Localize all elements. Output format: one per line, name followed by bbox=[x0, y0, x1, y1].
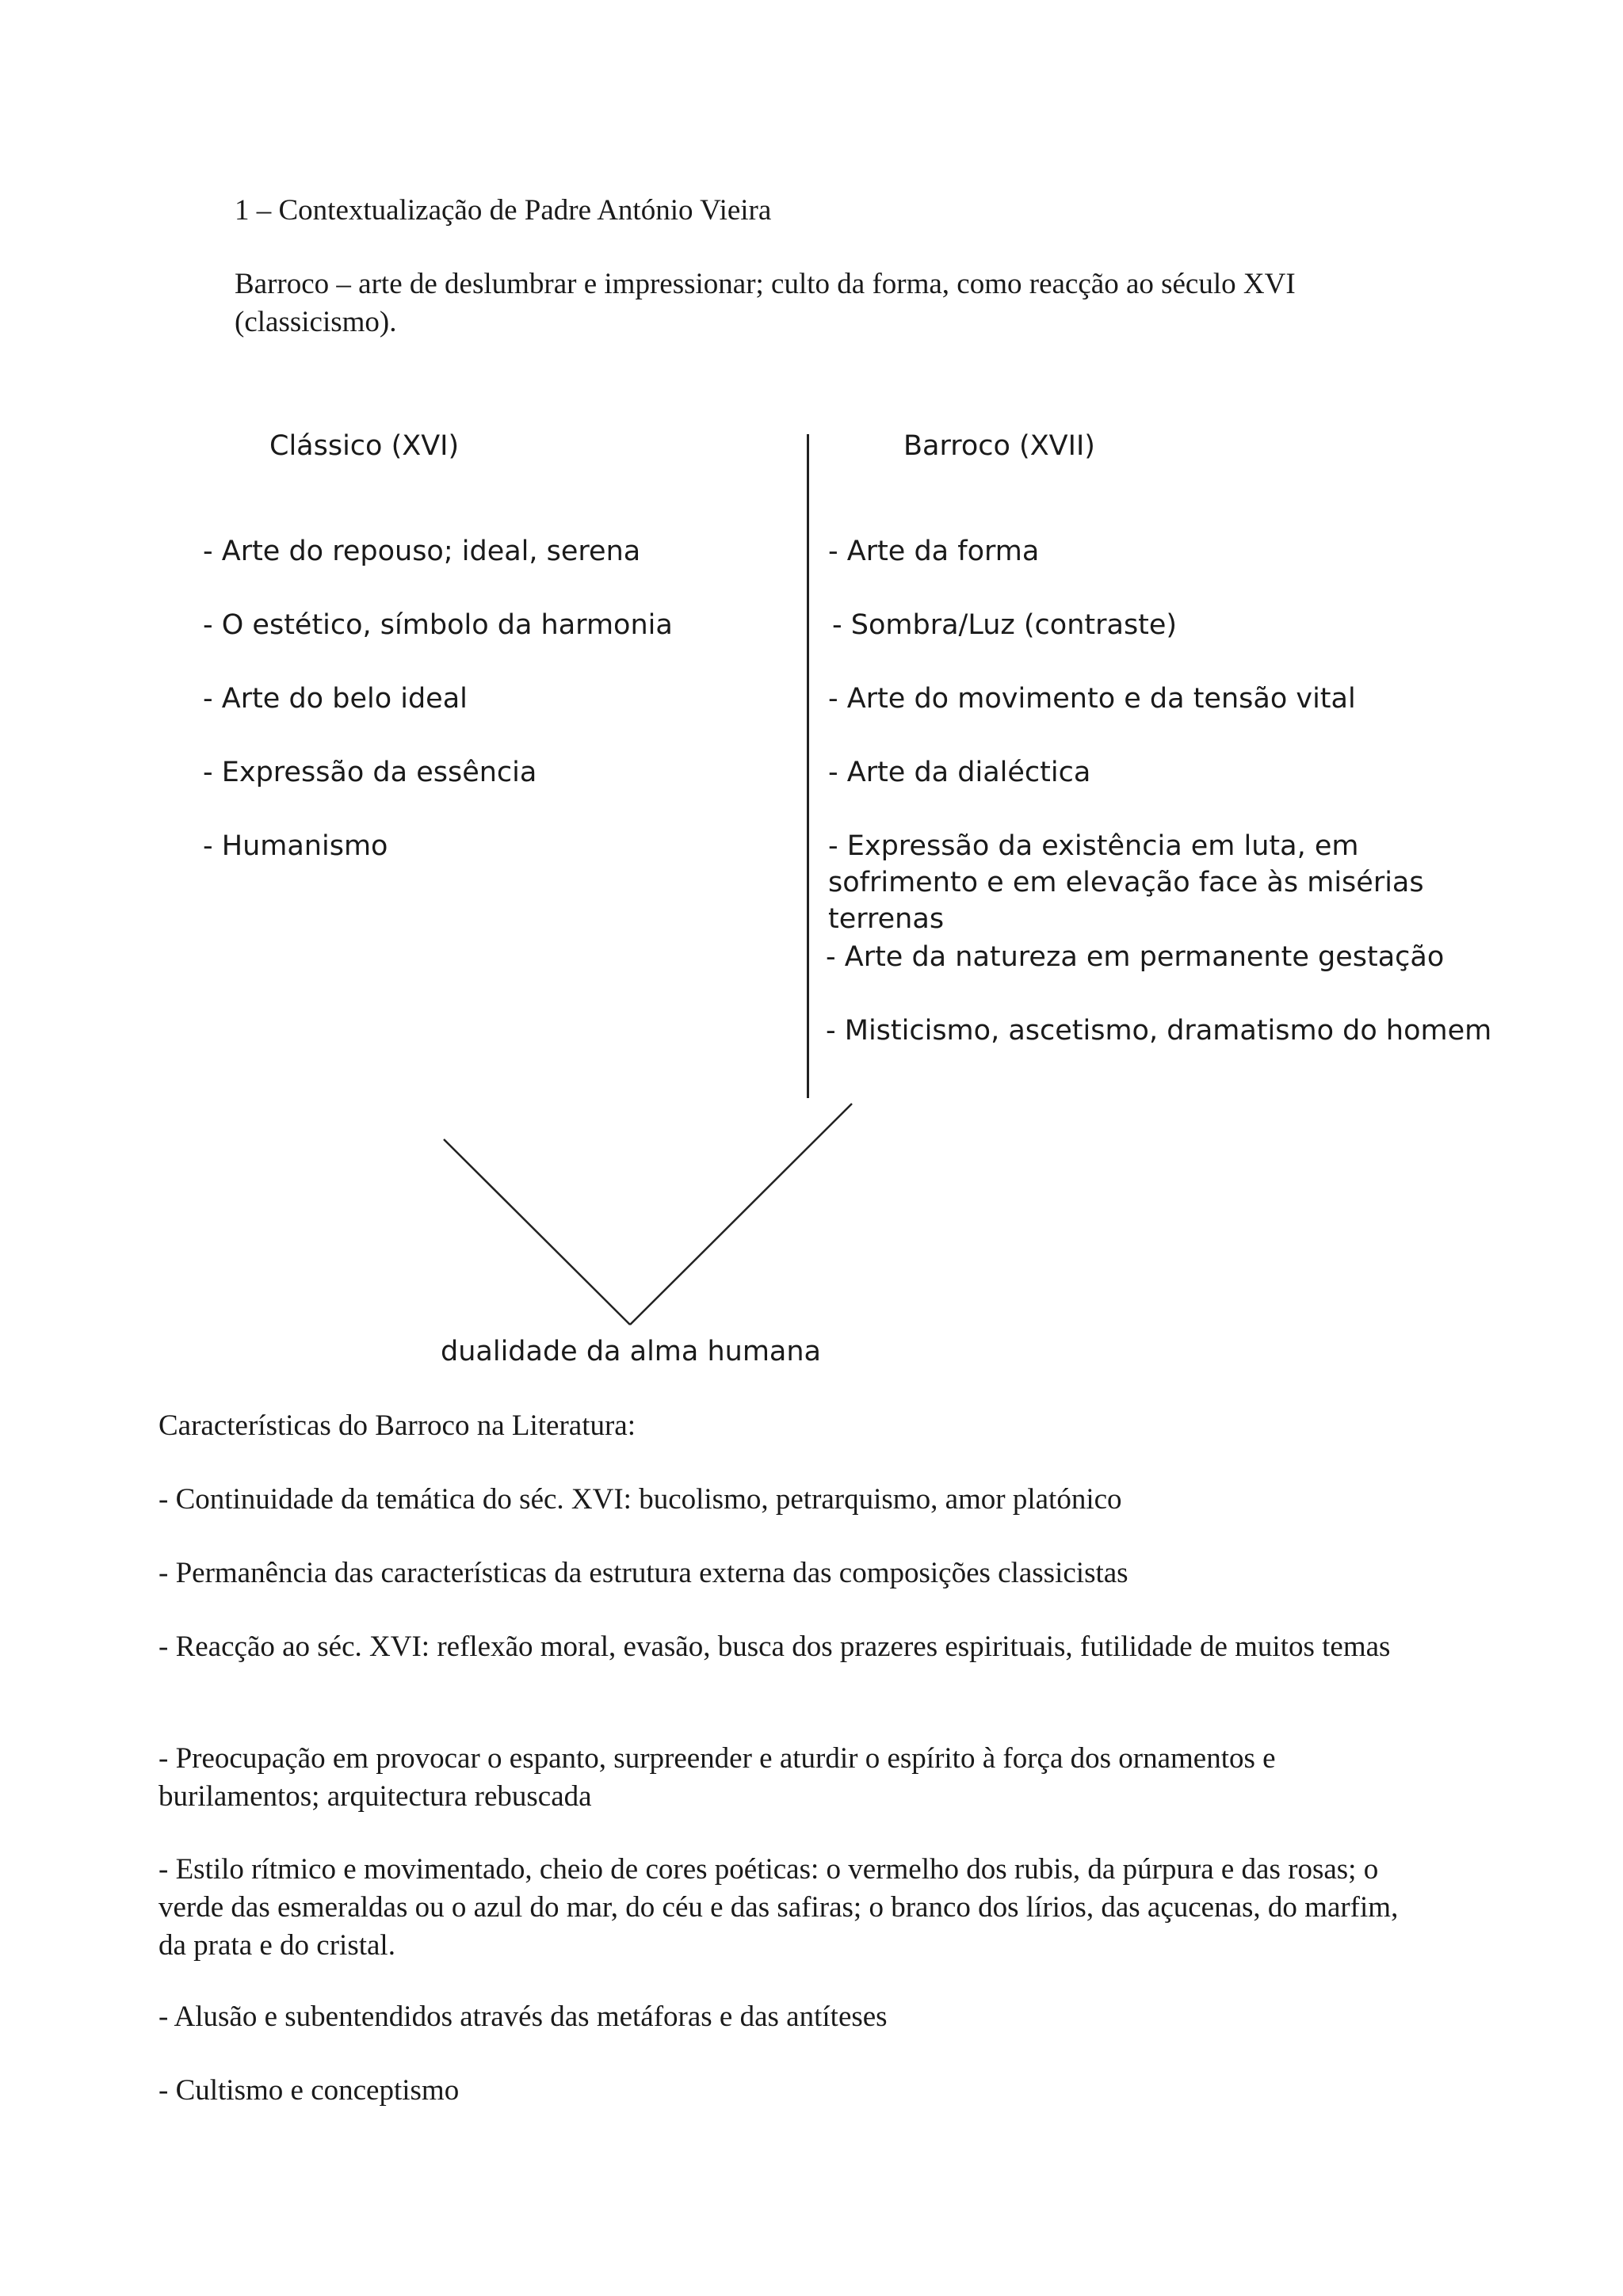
literature-item: - Permanência das características da estrutura externa das composições classicistas bbox=[158, 1557, 1128, 1589]
baroque-column-title: Barroco (XVII) bbox=[903, 430, 1095, 462]
baroque-item: - Sombra/Luz (contraste) bbox=[832, 609, 1178, 641]
literature-title: Características do Barroco na Literatura: bbox=[158, 1409, 636, 1442]
classic-item: - Expressão da essência bbox=[203, 757, 537, 788]
literature-item: - Preocupação em provocar o espanto, surpreender e aturdir o espírito à força dos ornamentos e burilamentos; arquitectura rebuscada bbox=[158, 1742, 1276, 1813]
baroque-item: - Arte da forma bbox=[828, 536, 1040, 567]
left-converging-line bbox=[444, 1139, 630, 1325]
right-converging-line bbox=[630, 1104, 852, 1325]
baroque-item: - Expressão da existência em luta, em sofrimento e em elevação face às misérias terrenas bbox=[828, 830, 1424, 935]
classic-item: - Humanismo bbox=[203, 830, 388, 862]
literature-item: - Cultismo e conceptismo bbox=[158, 2074, 460, 2107]
baroque-item: - Arte do movimento e da tensão vital bbox=[828, 683, 1356, 715]
baroque-item: - Misticismo, ascetismo, dramatismo do homem bbox=[826, 1015, 1492, 1047]
intro-paragraph: Barroco – arte de deslumbrar e impressionar; culto da forma, como reacção ao século XVI (classicismo). bbox=[235, 268, 1296, 338]
literature-item: - Reacção ao séc. XVI: reflexão moral, evasão, busca dos prazeres espirituais, futilidade de muitos temas bbox=[158, 1630, 1391, 1663]
classic-item: - O estético, símbolo da harmonia bbox=[203, 609, 673, 641]
classic-column-title: Clássico (XVI) bbox=[269, 430, 460, 462]
section-heading: 1 – Contextualização de Padre António Vieira bbox=[235, 194, 772, 227]
classic-item: - Arte do repouso; ideal, serena bbox=[203, 536, 641, 567]
literature-item: - Estilo rítmico e movimentado, cheio de cores poéticas: o vermelho dos rubis, da púrpura e das rosas; o verde das esmeraldas ou o azul do mar, do céu e das safiras; o branco dos lírios, das açucenas, do marfim, da prata e do cristal. bbox=[158, 1853, 1399, 1962]
classic-item: - Arte do belo ideal bbox=[203, 683, 468, 715]
baroque-item: - Arte da dialéctica bbox=[828, 757, 1091, 788]
literature-item: - Continuidade da temática do séc. XVI: bucolismo, petrarquismo, amor platónico bbox=[158, 1483, 1122, 1516]
baroque-item: - Arte da natureza em permanente gestação bbox=[826, 941, 1445, 973]
convergence-label: dualidade da alma humana bbox=[441, 1336, 822, 1367]
literature-item: - Alusão e subentendidos através das metáforas e das antíteses bbox=[158, 2000, 888, 2033]
